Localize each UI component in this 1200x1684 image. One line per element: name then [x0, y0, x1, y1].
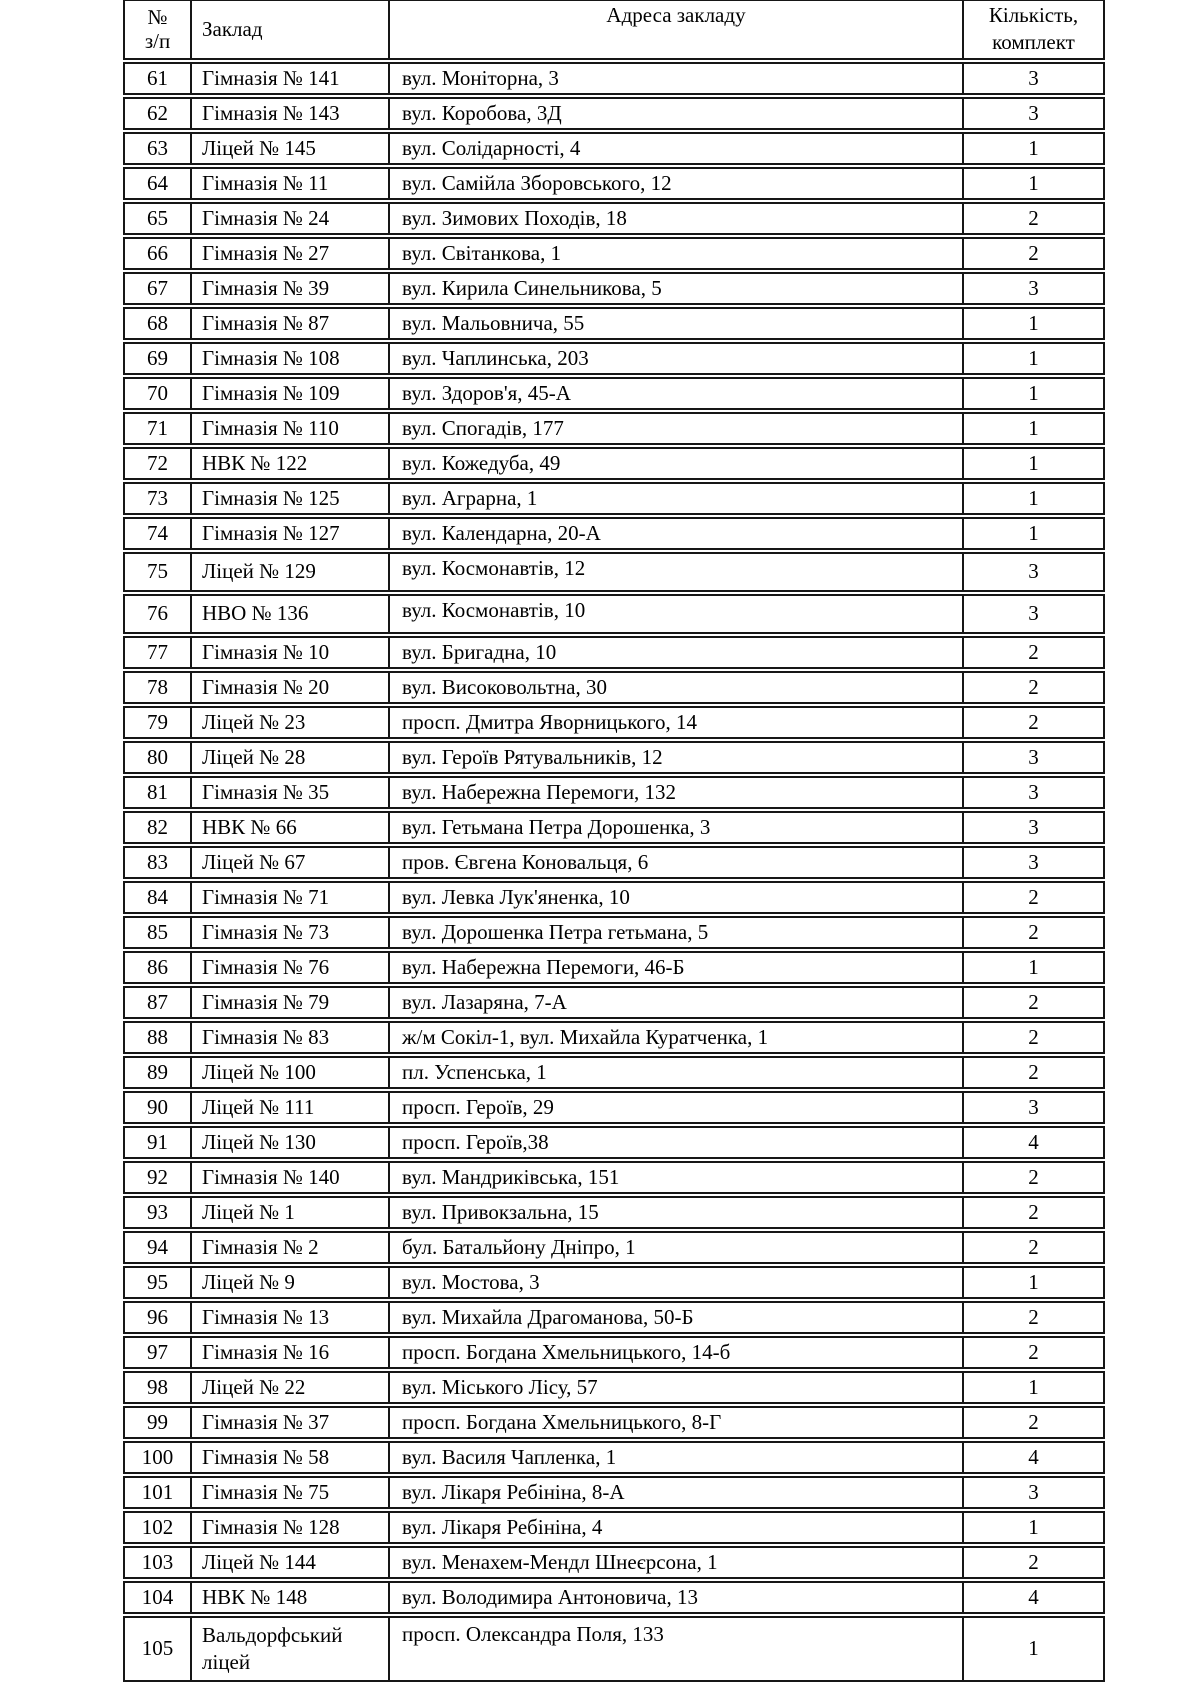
- row-number-cell: 91: [123, 1126, 190, 1159]
- table-row: [123, 307, 1105, 340]
- quantity-cell: 3: [962, 62, 1105, 95]
- institution-cell: Гімназія № 79: [190, 986, 388, 1019]
- address-cell: вул. Героїв Рятувальників, 12: [388, 741, 962, 774]
- row-number-cell: 67: [123, 272, 190, 305]
- row-number-cell: 87: [123, 986, 190, 1019]
- row-number-cell: 92: [123, 1161, 190, 1194]
- quantity-cell: 1: [962, 1371, 1105, 1404]
- table-row: [123, 1476, 1105, 1509]
- row-number-cell: 80: [123, 741, 190, 774]
- col-header-institution: [190, 0, 388, 60]
- row-number-cell: 66: [123, 237, 190, 270]
- quantity-cell: 2: [962, 636, 1105, 669]
- row-number-cell: 64: [123, 167, 190, 200]
- row-number-cell: 84: [123, 881, 190, 914]
- table-row: [123, 1581, 1105, 1614]
- row-number-cell: 102: [123, 1511, 190, 1544]
- institution-cell: Ліцей № 28: [190, 741, 388, 774]
- quantity-cell: 1: [962, 447, 1105, 480]
- address-cell: бул. Батальйону Дніпро, 1: [388, 1231, 962, 1264]
- institution-cell: Гімназія № 141: [190, 62, 388, 95]
- institution-cell: Гімназія № 109: [190, 377, 388, 410]
- quantity-cell: 3: [962, 846, 1105, 879]
- table-row: [123, 1371, 1105, 1404]
- row-number-cell: 99: [123, 1406, 190, 1439]
- table-row: [123, 1091, 1105, 1124]
- row-number-cell: 103: [123, 1546, 190, 1579]
- table-row: [123, 272, 1105, 305]
- address-cell: ж/м Сокіл-1, вул. Михайла Куратченка, 1: [388, 1021, 962, 1054]
- institution-cell: НВО № 136: [190, 594, 388, 634]
- quantity-cell: 3: [962, 741, 1105, 774]
- row-number-cell: 88: [123, 1021, 190, 1054]
- quantity-cell: 2: [962, 202, 1105, 235]
- institution-cell: Ліцей № 100: [190, 1056, 388, 1089]
- table-row: [123, 594, 1105, 634]
- institution-cell: Ліцей № 145: [190, 132, 388, 165]
- address-cell: просп. Олександра Поля, 133: [388, 1616, 962, 1682]
- table-row: [123, 846, 1105, 879]
- institution-cell: Гімназія № 108: [190, 342, 388, 375]
- row-number-cell: 78: [123, 671, 190, 704]
- institution-cell: Гімназія № 37: [190, 1406, 388, 1439]
- address-cell: просп. Дмитра Яворницького, 14: [388, 706, 962, 739]
- quantity-cell: 2: [962, 1161, 1105, 1194]
- quantity-cell: 1: [962, 307, 1105, 340]
- quantity-cell: 2: [962, 1056, 1105, 1089]
- institution-cell: Гімназія № 58: [190, 1441, 388, 1474]
- table-row: [123, 1056, 1105, 1089]
- institution-cell: Гімназія № 11: [190, 167, 388, 200]
- row-number-cell: 86: [123, 951, 190, 984]
- table-row: [123, 1511, 1105, 1544]
- quantity-cell: 3: [962, 272, 1105, 305]
- institution-cell: Вальдорфський ліцей: [190, 1616, 388, 1682]
- quantity-cell: 2: [962, 986, 1105, 1019]
- quantity-cell: 1: [962, 342, 1105, 375]
- address-cell: вул. Лазаряна, 7-А: [388, 986, 962, 1019]
- institution-cell: Ліцей № 23: [190, 706, 388, 739]
- quantity-cell: 2: [962, 1546, 1105, 1579]
- institution-cell: Гімназія № 16: [190, 1336, 388, 1369]
- address-cell: вул. Володимира Антоновича, 13: [388, 1581, 962, 1614]
- institution-cell: Ліцей № 129: [190, 552, 388, 592]
- address-cell: вул. Солідарності, 4: [388, 132, 962, 165]
- row-number-cell: 101: [123, 1476, 190, 1509]
- table-row: [123, 1126, 1105, 1159]
- address-cell: вул. Мостова, 3: [388, 1266, 962, 1299]
- quantity-cell: 3: [962, 1476, 1105, 1509]
- quantity-cell: 2: [962, 916, 1105, 949]
- row-number-cell: 85: [123, 916, 190, 949]
- col-header-institution-label: Заклад: [202, 17, 263, 42]
- col-header-address-label: Адреса закладу: [606, 3, 746, 27]
- col-header-quantity: [962, 0, 1105, 60]
- address-cell: вул. Дорошенка Петра гетьмана, 5: [388, 916, 962, 949]
- table-row: [123, 377, 1105, 410]
- address-cell: просп. Богдана Хмельницького, 14-б: [388, 1336, 962, 1369]
- address-cell: вул. Лікаря Ребініна, 4: [388, 1511, 962, 1544]
- quantity-cell: 4: [962, 1581, 1105, 1614]
- row-number-cell: 81: [123, 776, 190, 809]
- quantity-cell: 1: [962, 517, 1105, 550]
- row-number-cell: 69: [123, 342, 190, 375]
- table-row: [123, 811, 1105, 844]
- table-row: [123, 237, 1105, 270]
- quantity-cell: 2: [962, 1196, 1105, 1229]
- quantity-cell: 3: [962, 594, 1105, 634]
- row-number-cell: 105: [123, 1616, 190, 1682]
- institution-cell: Ліцей № 67: [190, 846, 388, 879]
- row-number-cell: 76: [123, 594, 190, 634]
- institution-cell: Ліцей № 111: [190, 1091, 388, 1124]
- row-number-cell: 63: [123, 132, 190, 165]
- institution-cell: Ліцей № 144: [190, 1546, 388, 1579]
- document-page: [123, 0, 1105, 1684]
- table-row: [123, 1301, 1105, 1334]
- address-cell: вул. Зимових Походів, 18: [388, 202, 962, 235]
- institution-cell: Гімназія № 75: [190, 1476, 388, 1509]
- col-header-quantity-line1: Кількість,: [988, 3, 1079, 27]
- institution-cell: Гімназія № 27: [190, 237, 388, 270]
- table-row: [123, 482, 1105, 515]
- table-row: [123, 1336, 1105, 1369]
- col-header-number-line2: з/п: [144, 29, 171, 54]
- address-cell: просп. Героїв, 29: [388, 1091, 962, 1124]
- quantity-cell: 2: [962, 1301, 1105, 1334]
- table-row: [123, 97, 1105, 130]
- schools-table: [123, 0, 1105, 1684]
- row-number-cell: 70: [123, 377, 190, 410]
- quantity-cell: 2: [962, 1406, 1105, 1439]
- institution-cell: Гімназія № 110: [190, 412, 388, 445]
- row-number-cell: 97: [123, 1336, 190, 1369]
- institution-cell: Гімназія № 24: [190, 202, 388, 235]
- quantity-cell: 2: [962, 1231, 1105, 1264]
- address-cell: вул. Календарна, 20-А: [388, 517, 962, 550]
- table-row: [123, 132, 1105, 165]
- row-number-cell: 75: [123, 552, 190, 592]
- address-cell: просп. Героїв,38: [388, 1126, 962, 1159]
- quantity-cell: 2: [962, 1021, 1105, 1054]
- table-row: [123, 167, 1105, 200]
- table-row: [123, 202, 1105, 235]
- table-row: [123, 986, 1105, 1019]
- address-cell: вул. Коробова, 3Д: [388, 97, 962, 130]
- quantity-cell: 1: [962, 167, 1105, 200]
- address-cell: вул. Лікаря Ребініна, 8-А: [388, 1476, 962, 1509]
- table-row: [123, 517, 1105, 550]
- institution-cell: Гімназія № 127: [190, 517, 388, 550]
- quantity-cell: 1: [962, 132, 1105, 165]
- address-cell: вул. Космонавтів, 12: [388, 552, 962, 592]
- address-cell: вул. Моніторна, 3: [388, 62, 962, 95]
- institution-cell: Ліцей № 9: [190, 1266, 388, 1299]
- row-number-cell: 90: [123, 1091, 190, 1124]
- row-number-cell: 72: [123, 447, 190, 480]
- table-row: [123, 412, 1105, 445]
- institution-cell: Гімназія № 20: [190, 671, 388, 704]
- address-cell: вул. Менахем-Мендл Шнеєрсона, 1: [388, 1546, 962, 1579]
- row-number-cell: 95: [123, 1266, 190, 1299]
- quantity-cell: 1: [962, 1266, 1105, 1299]
- quantity-cell: 2: [962, 237, 1105, 270]
- row-number-cell: 61: [123, 62, 190, 95]
- row-number-cell: 100: [123, 1441, 190, 1474]
- address-cell: вул. Самійла Зборовського, 12: [388, 167, 962, 200]
- col-header-number-line1: №: [147, 5, 168, 30]
- institution-cell: Гімназія № 39: [190, 272, 388, 305]
- institution-cell: НВК № 148: [190, 1581, 388, 1614]
- quantity-cell: 2: [962, 881, 1105, 914]
- institution-cell: Гімназія № 140: [190, 1161, 388, 1194]
- col-header-number: [123, 0, 190, 60]
- table-row: [123, 1616, 1105, 1682]
- quantity-cell: 3: [962, 811, 1105, 844]
- table-row: [123, 1441, 1105, 1474]
- table-row: [123, 1231, 1105, 1264]
- address-cell: вул. Кирила Синельникова, 5: [388, 272, 962, 305]
- address-cell: вул. Здоров'я, 45-А: [388, 377, 962, 410]
- table-row: [123, 881, 1105, 914]
- row-number-cell: 74: [123, 517, 190, 550]
- table-row: [123, 1406, 1105, 1439]
- quantity-cell: 3: [962, 1091, 1105, 1124]
- address-cell: вул. Світанкова, 1: [388, 237, 962, 270]
- header-row: [123, 0, 1105, 60]
- table-row: [123, 1266, 1105, 1299]
- row-number-cell: 94: [123, 1231, 190, 1264]
- address-cell: вул. Михайла Драгоманова, 50-Б: [388, 1301, 962, 1334]
- address-cell: пл. Успенська, 1: [388, 1056, 962, 1089]
- address-cell: вул. Мальовнича, 55: [388, 307, 962, 340]
- col-header-address: [388, 0, 962, 60]
- quantity-cell: 1: [962, 1616, 1105, 1682]
- row-number-cell: 68: [123, 307, 190, 340]
- address-cell: вул. Чаплинська, 203: [388, 342, 962, 375]
- address-cell: вул. Василя Чапленка, 1: [388, 1441, 962, 1474]
- row-number-cell: 96: [123, 1301, 190, 1334]
- table-row: [123, 62, 1105, 95]
- row-number-cell: 93: [123, 1196, 190, 1229]
- row-number-cell: 71: [123, 412, 190, 445]
- table-row: [123, 706, 1105, 739]
- table-row: [123, 1546, 1105, 1579]
- address-cell: вул. Привокзальна, 15: [388, 1196, 962, 1229]
- address-cell: вул. Космонавтів, 10: [388, 594, 962, 634]
- row-number-cell: 89: [123, 1056, 190, 1089]
- address-cell: просп. Богдана Хмельницького, 8-Г: [388, 1406, 962, 1439]
- institution-cell: Гімназія № 125: [190, 482, 388, 515]
- table-row: [123, 1021, 1105, 1054]
- address-cell: вул. Високовольтна, 30: [388, 671, 962, 704]
- table-row: [123, 552, 1105, 592]
- institution-cell: Ліцей № 1: [190, 1196, 388, 1229]
- institution-cell: Гімназія № 143: [190, 97, 388, 130]
- institution-cell: Ліцей № 130: [190, 1126, 388, 1159]
- quantity-cell: 4: [962, 1126, 1105, 1159]
- address-cell: вул. Міського Лісу, 57: [388, 1371, 962, 1404]
- table-row: [123, 636, 1105, 669]
- address-cell: вул. Кожедуба, 49: [388, 447, 962, 480]
- quantity-cell: 1: [962, 412, 1105, 445]
- institution-cell: Гімназія № 87: [190, 307, 388, 340]
- address-cell: вул. Набережна Перемоги, 132: [388, 776, 962, 809]
- quantity-cell: 1: [962, 1511, 1105, 1544]
- row-number-cell: 83: [123, 846, 190, 879]
- row-number-cell: 65: [123, 202, 190, 235]
- row-number-cell: 62: [123, 97, 190, 130]
- quantity-cell: 2: [962, 671, 1105, 704]
- quantity-cell: 3: [962, 97, 1105, 130]
- table-row: [123, 776, 1105, 809]
- quantity-cell: 4: [962, 1441, 1105, 1474]
- quantity-cell: 1: [962, 951, 1105, 984]
- address-cell: вул. Бригадна, 10: [388, 636, 962, 669]
- address-cell: вул. Мандриківська, 151: [388, 1161, 962, 1194]
- quantity-cell: 1: [962, 482, 1105, 515]
- row-number-cell: 98: [123, 1371, 190, 1404]
- table-row: [123, 951, 1105, 984]
- row-number-cell: 82: [123, 811, 190, 844]
- institution-cell: Гімназія № 35: [190, 776, 388, 809]
- institution-cell: Гімназія № 76: [190, 951, 388, 984]
- address-cell: вул. Левка Лук'яненка, 10: [388, 881, 962, 914]
- institution-cell: Гімназія № 71: [190, 881, 388, 914]
- row-number-cell: 77: [123, 636, 190, 669]
- quantity-cell: 3: [962, 552, 1105, 592]
- address-cell: вул. Спогадів, 177: [388, 412, 962, 445]
- address-cell: вул. Набережна Перемоги, 46-Б: [388, 951, 962, 984]
- address-cell: вул. Аграрна, 1: [388, 482, 962, 515]
- table-row: [123, 1161, 1105, 1194]
- row-number-cell: 79: [123, 706, 190, 739]
- table-row: [123, 741, 1105, 774]
- institution-cell: НВК № 66: [190, 811, 388, 844]
- address-cell: пров. Євгена Коновальця, 6: [388, 846, 962, 879]
- table-row: [123, 1196, 1105, 1229]
- institution-cell: Гімназія № 13: [190, 1301, 388, 1334]
- row-number-cell: 104: [123, 1581, 190, 1614]
- address-cell: вул. Гетьмана Петра Дорошенка, 3: [388, 811, 962, 844]
- quantity-cell: 3: [962, 776, 1105, 809]
- quantity-cell: 1: [962, 377, 1105, 410]
- institution-cell: Гімназія № 73: [190, 916, 388, 949]
- table-row: [123, 671, 1105, 704]
- quantity-cell: 2: [962, 706, 1105, 739]
- table-row: [123, 342, 1105, 375]
- institution-cell: Гімназія № 2: [190, 1231, 388, 1264]
- institution-cell: Гімназія № 10: [190, 636, 388, 669]
- quantity-cell: 2: [962, 1336, 1105, 1369]
- table-row: [123, 916, 1105, 949]
- institution-cell: Гімназія № 128: [190, 1511, 388, 1544]
- col-header-quantity-line2: комплект: [992, 30, 1075, 55]
- table-row: [123, 447, 1105, 480]
- institution-cell: Гімназія № 83: [190, 1021, 388, 1054]
- institution-cell: Ліцей № 22: [190, 1371, 388, 1404]
- institution-cell: НВК № 122: [190, 447, 388, 480]
- row-number-cell: 73: [123, 482, 190, 515]
